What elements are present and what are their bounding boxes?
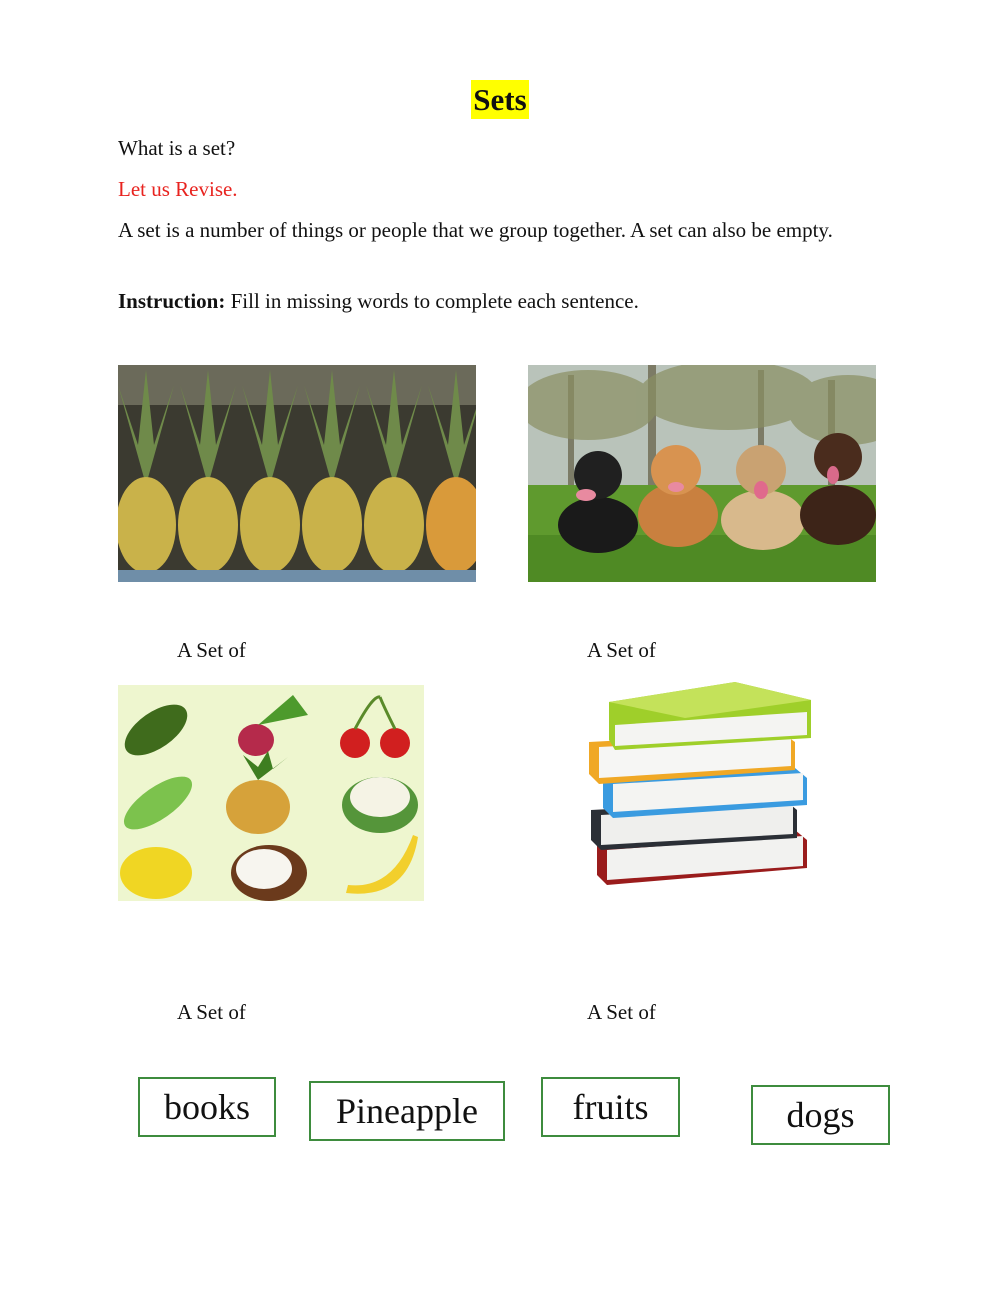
question-text: What is a set?	[118, 136, 236, 160]
instruction-label: Instruction:	[118, 289, 226, 313]
fruits-image	[118, 685, 424, 901]
instruction-text	[118, 287, 639, 316]
word-books[interactable]: books	[138, 1077, 276, 1137]
caption-set-1: A Set of	[177, 638, 246, 662]
books-image	[585, 680, 811, 905]
page-title-wrap	[0, 82, 1000, 118]
caption-set-2: A Set of	[587, 638, 656, 662]
word-dogs[interactable]: dogs	[751, 1085, 890, 1145]
revise-text: Let us Revise.	[118, 177, 238, 201]
caption-set-3: A Set of	[177, 1000, 246, 1024]
word-fruits[interactable]: fruits	[541, 1077, 680, 1137]
pineapples-image	[118, 365, 476, 582]
dogs-image	[528, 365, 876, 582]
instruction-body: Fill in missing words to complete each sentence.	[225, 289, 639, 313]
word-pineapple[interactable]: Pineapple	[309, 1081, 505, 1141]
caption-set-4: A Set of	[587, 1000, 656, 1024]
definition-text: A set is a number of things or people that we group together. A set can also be empty.	[118, 218, 833, 242]
page-title: Sets	[473, 82, 527, 117]
